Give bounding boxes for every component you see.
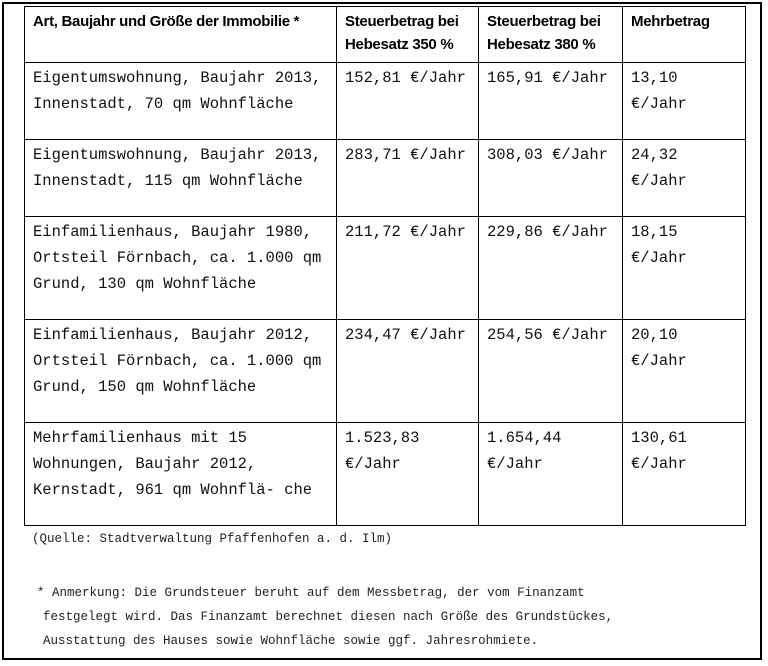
header-row — [25, 7, 746, 63]
cell-tax-350: 1.523,83 €/Jahr — [337, 423, 479, 526]
cell-tax-380: 1.654,44 €/Jahr — [479, 423, 623, 526]
footnote-line: Ausstattung des Hauses sowie Wohnfläche sowie ggf. Jahresrohmiete. — [43, 634, 539, 648]
cell-property: Mehrfamilienhaus mit 15 Wohnungen, Baujahr 2012, Kernstadt, 961 qm Wohnflä- che — [25, 423, 337, 526]
footnote — [37, 581, 757, 653]
cell-tax-350: 283,71 €/Jahr — [337, 140, 479, 217]
cell-difference: 20,10 €/Jahr — [623, 320, 746, 423]
cell-property: Eigentumswohnung, Baujahr 2013, Innenstadt, 115 qm Wohnfläche — [25, 140, 337, 217]
cell-property: Eigentumswohnung, Baujahr 2013, Innenstadt, 70 qm Wohnfläche — [25, 63, 337, 140]
cell-tax-380: 229,86 €/Jahr — [479, 217, 623, 320]
tax-table — [24, 6, 746, 526]
cell-tax-380: 165,91 €/Jahr — [479, 63, 623, 140]
cell-difference: 24,32 €/Jahr — [623, 140, 746, 217]
cell-tax-350: 152,81 €/Jahr — [337, 63, 479, 140]
cell-property: Einfamilienhaus, Baujahr 1980, Ortsteil Förnbach, ca. 1.000 qm Grund, 130 qm Wohnfläche — [25, 217, 337, 320]
header-tax-350: Steuerbetrag bei Hebesatz 350 % — [337, 7, 479, 63]
table-row — [25, 423, 746, 526]
footnote-line: festgelegt wird. Das Finanzamt berechnet diesen nach Größe des Grundstückes, — [43, 610, 614, 624]
header-tax-380: Steuerbetrag bei Hebesatz 380 % — [479, 7, 623, 63]
table-row — [25, 63, 746, 140]
table-row — [25, 217, 746, 320]
source-note: (Quelle: Stadtverwaltung Pfaffenhofen a. d. Ilm) — [32, 532, 393, 546]
header-difference: Mehrbetrag — [623, 7, 746, 63]
header-property: Art, Baujahr und Größe der Immobilie * — [25, 7, 337, 63]
cell-tax-380: 308,03 €/Jahr — [479, 140, 623, 217]
cell-property: Einfamilienhaus, Baujahr 2012, Ortsteil Förnbach, ca. 1.000 qm Grund, 150 qm Wohnfläche — [25, 320, 337, 423]
cell-tax-380: 254,56 €/Jahr — [479, 320, 623, 423]
table-row — [25, 140, 746, 217]
footnote-line: * Anmerkung: Die Grundsteuer beruht auf dem Messbetrag, der vom Finanzamt — [37, 586, 585, 600]
table-row — [25, 320, 746, 423]
cell-tax-350: 234,47 €/Jahr — [337, 320, 479, 423]
cell-difference: 130,61 €/Jahr — [623, 423, 746, 526]
cell-difference: 13,10 €/Jahr — [623, 63, 746, 140]
cell-tax-350: 211,72 €/Jahr — [337, 217, 479, 320]
cell-difference: 18,15 €/Jahr — [623, 217, 746, 320]
